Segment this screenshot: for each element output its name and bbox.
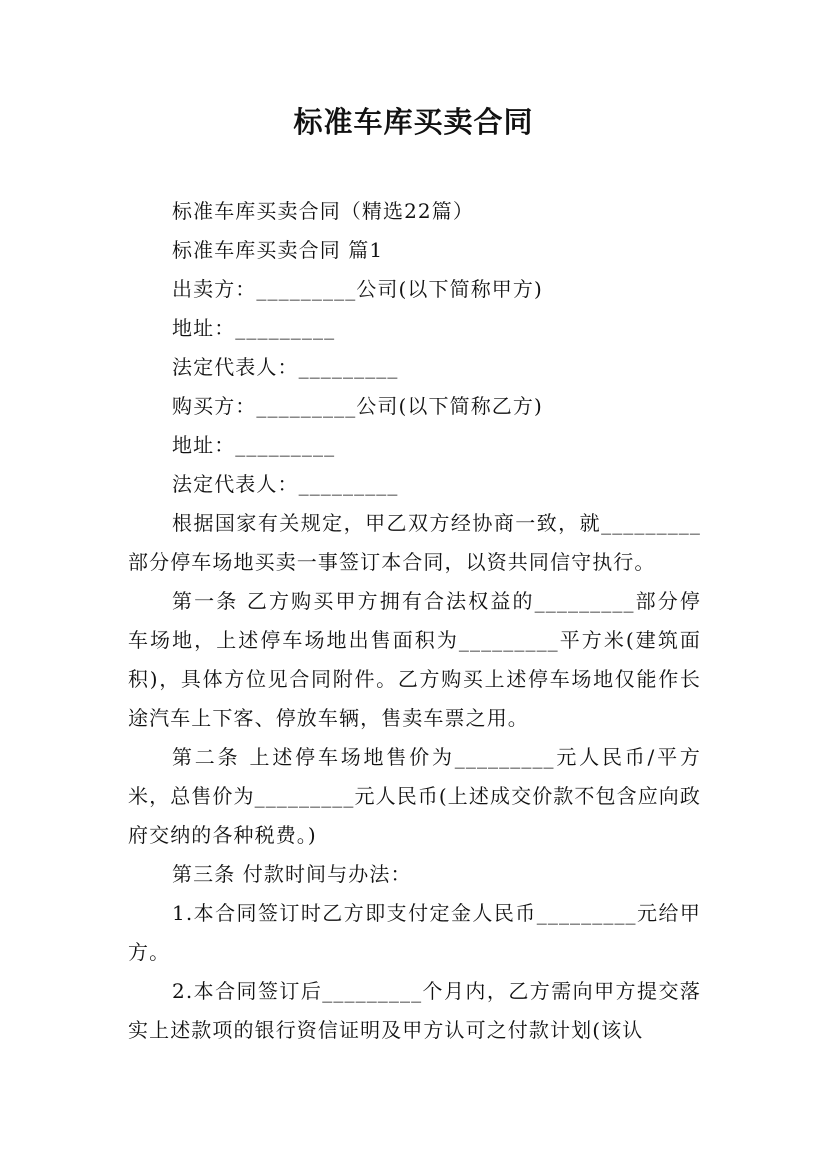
seller-address-line: 地址：_________	[172, 316, 336, 340]
document-body	[128, 192, 701, 1050]
document-title: 标准车库买卖合同	[293, 105, 534, 139]
buyer-line: 购买方：_________公司(以下简称乙方)	[172, 394, 543, 418]
preamble-paragraph: 根据国家有关规定，甲乙双方经协商一致，就_________部分停车场地买卖一事签订本合同，以资共同信守执行。	[128, 511, 701, 574]
subtitle-line: 标准车库买卖合同（精选22篇）	[172, 199, 474, 223]
payment-clause-1: 1.本合同签订时乙方即支付定金人民币_________元给甲方。	[128, 901, 701, 964]
article-1-paragraph: 第一条 乙方购买甲方拥有合法权益的_________部分停车场地，上述停车场地出售面积为_________平方米(建筑面积)，具体方位见合同附件。乙方购买上述停车场地仅能作长途汽车上下客、停放车辆，售卖车票之用。	[128, 589, 701, 730]
article-2-paragraph: 第二条 上述停车场地售价为_________元人民币/平方米，总售价为_________元人民币(上述成交价款不包含应向政府交纳的各种税费。)	[128, 745, 702, 847]
seller-representative-line: 法定代表人：_________	[172, 355, 399, 379]
seller-line: 出卖方：_________公司(以下简称甲方)	[172, 277, 543, 301]
buyer-address-line: 地址：_________	[172, 433, 336, 457]
payment-clause-2: 2.本合同签订后_________个月内，乙方需向甲方提交落实上述款项的银行资信证明及甲方认可之付款计划(该认	[128, 979, 701, 1042]
article-3-heading: 第三条 付款时间与办法：	[172, 862, 412, 886]
buyer-representative-line: 法定代表人：_________	[172, 472, 399, 496]
section-heading: 标准车库买卖合同 篇1	[172, 238, 384, 262]
